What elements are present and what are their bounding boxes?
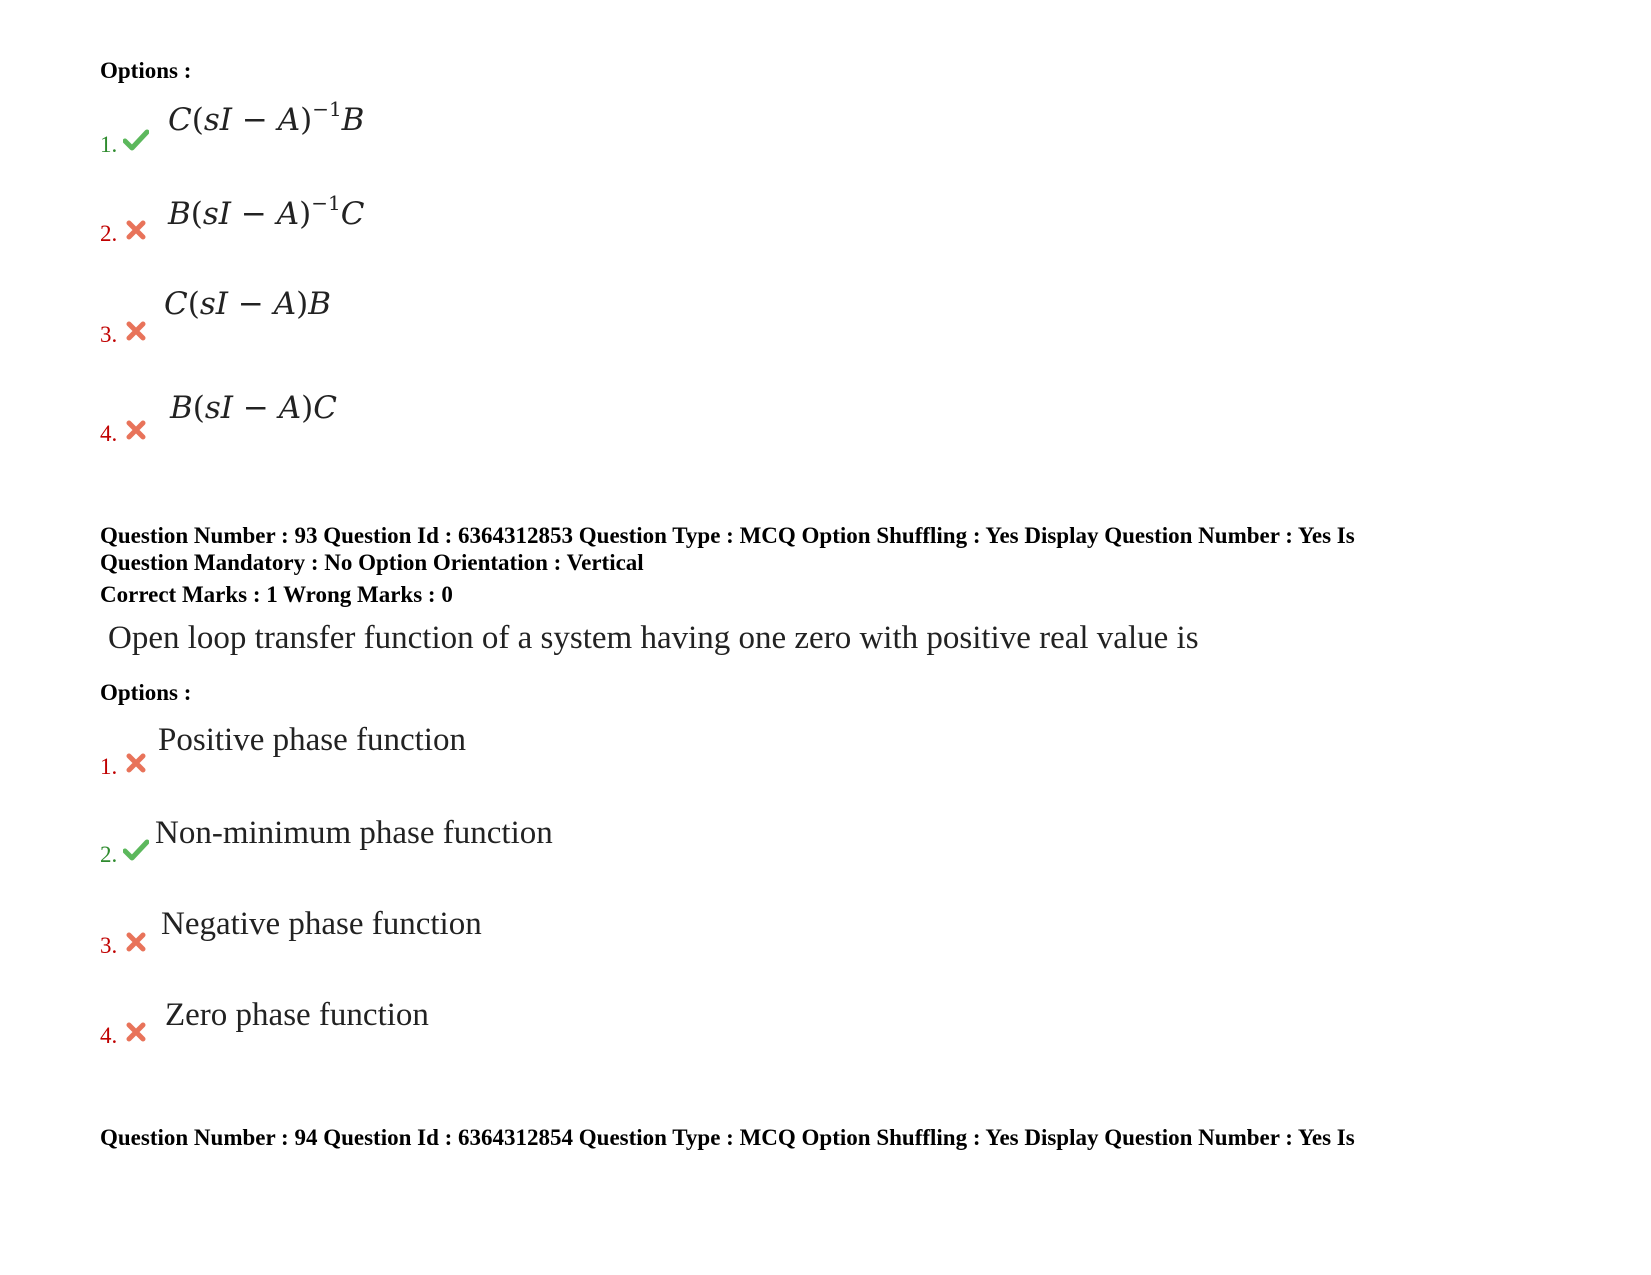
- check-icon: [123, 838, 149, 862]
- option-text: Positive phase function: [158, 722, 466, 758]
- option-text: Negative phase function: [161, 906, 482, 942]
- cross-icon: [124, 1020, 150, 1044]
- option-number: 1.: [100, 132, 118, 157]
- options-label: Options :: [100, 58, 192, 83]
- option-number: 3.: [100, 933, 118, 958]
- option-number: 3.: [100, 322, 118, 347]
- options-label: Options :: [100, 680, 192, 705]
- cross-icon: [124, 930, 150, 954]
- check-icon: [123, 128, 149, 152]
- question-meta-line1: Question Number : 94 Question Id : 6364312854 Question Type : MCQ Option Shuffling : Yes Display Question Number : Yes Is: [100, 1125, 1355, 1150]
- question-marks: Correct Marks : 1 Wrong Marks : 0: [100, 582, 453, 607]
- cross-icon: [124, 218, 150, 242]
- cross-icon: [124, 418, 150, 442]
- cross-icon: [124, 751, 150, 775]
- option-text: Non-minimum phase function: [155, 815, 553, 851]
- question-meta-line1: Question Number : 93 Question Id : 6364312853 Question Type : MCQ Option Shuffling : Yes Display Question Number : Yes Is: [100, 523, 1355, 548]
- option-text: Zero phase function: [165, 997, 429, 1033]
- cross-icon: [124, 319, 150, 343]
- question-meta-line2: Question Mandatory : No Option Orientation : Vertical: [100, 550, 644, 575]
- option-formula: C(sI − A)$^{-1}$B: [168, 97, 365, 138]
- option-formula: B(sI − A)C: [170, 390, 337, 426]
- option-number: 2.: [100, 221, 118, 246]
- option-formula: B(sI − A)$^{-1}$C: [168, 191, 365, 232]
- option-number: 2.: [100, 842, 118, 867]
- option-number: 1.: [100, 754, 118, 779]
- option-number: 4.: [100, 421, 118, 446]
- option-number: 4.: [100, 1023, 118, 1048]
- question-text: Open loop transfer function of a system having one zero with positive real value is: [108, 620, 1199, 656]
- option-formula: C(sI − A)B: [164, 286, 331, 322]
